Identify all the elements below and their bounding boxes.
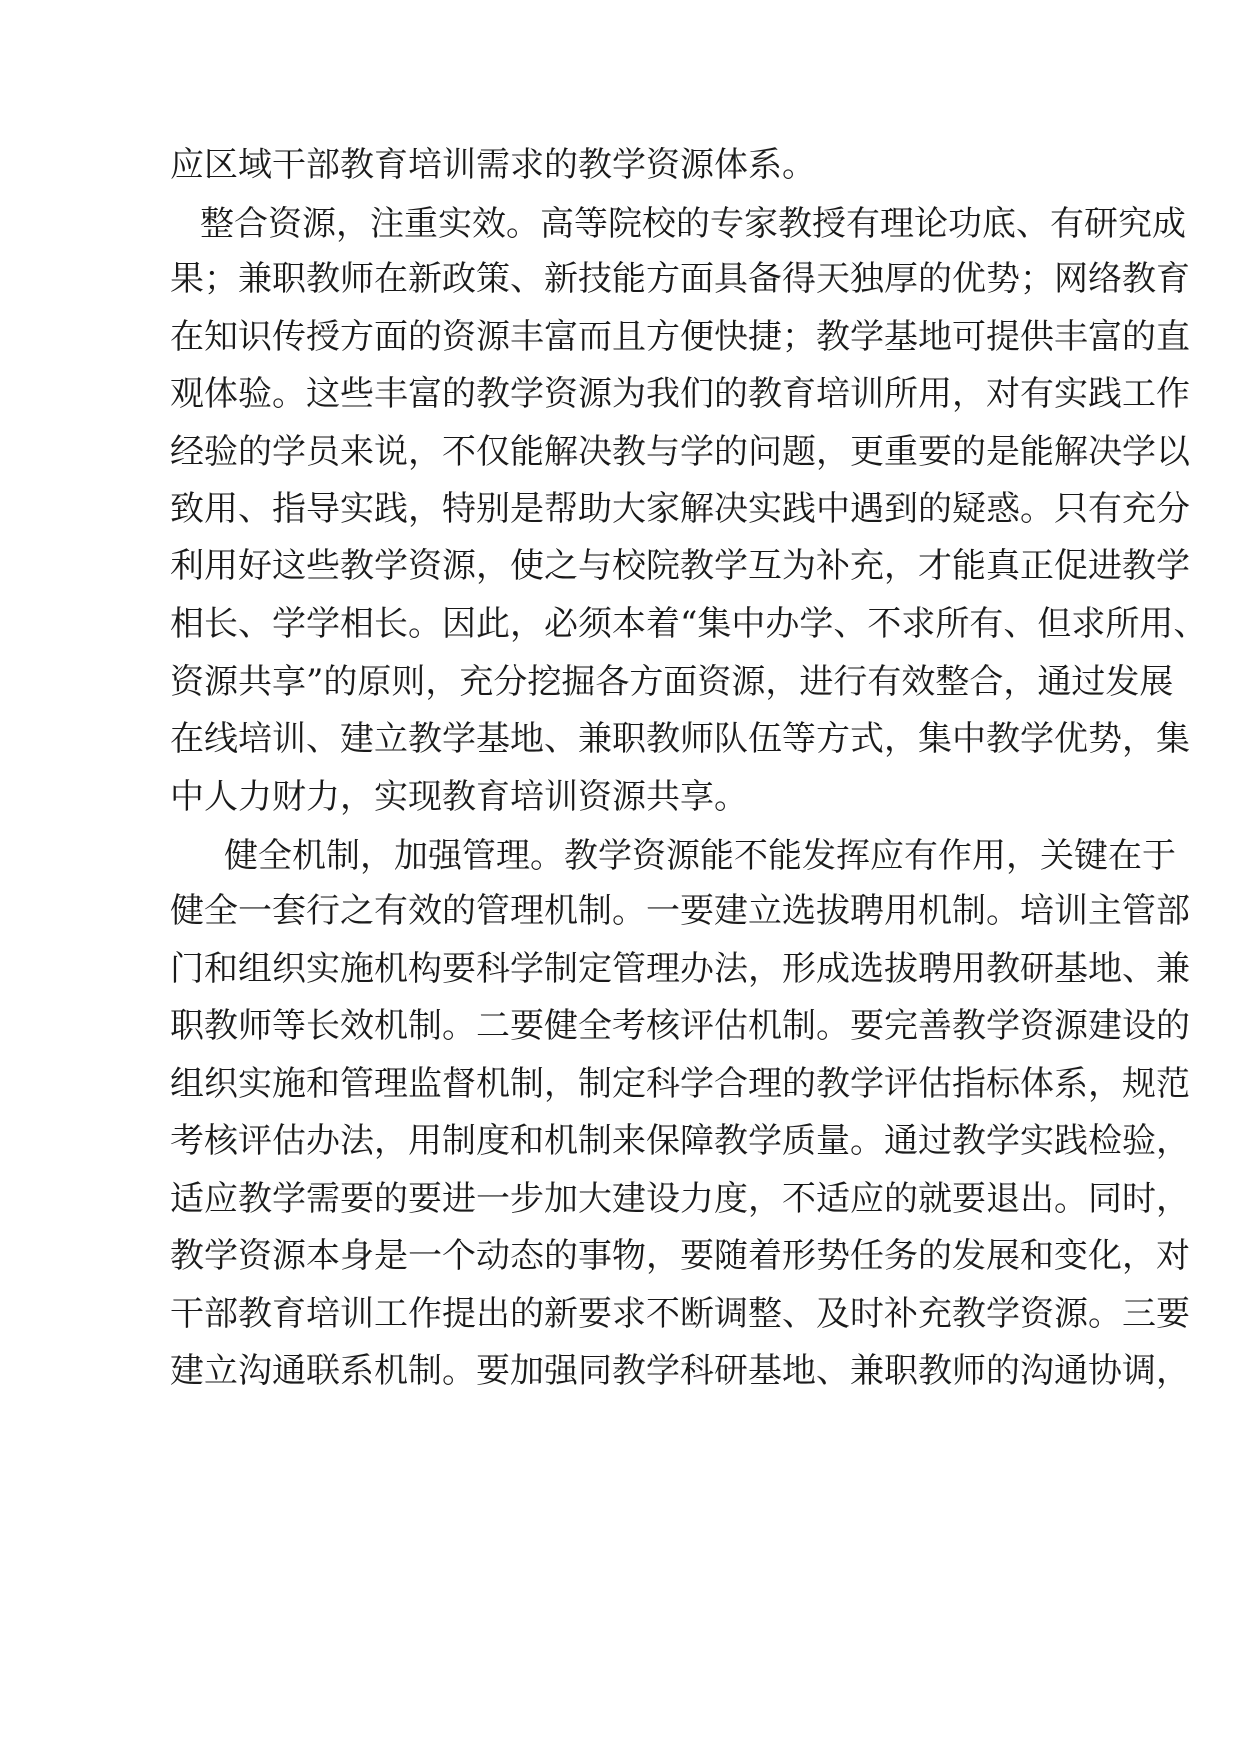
text-line: 在线培训、建立教学基地、兼职教师队伍等方式，集中教学优势，集 [170,719,1190,759]
text-line: 在知识传授方面的资源丰富而且方便快捷；教学基地可提供丰富的直 [170,317,1190,357]
text-line: 建立沟通联系机制。要加强同教学科研基地、兼职教师的沟通协调， [170,1351,1190,1391]
text-line: 果；兼职教师在新政策、新技能方面具备得天独厚的优势；网络教育 [170,259,1190,299]
text-line: 组织实施和管理监督机制，制定科学合理的教学评估指标体系，规范 [170,1064,1190,1104]
text-line: 门和组织实施机构要科学制定管理办法，形成选拔聘用教研基地、兼 [170,949,1190,989]
text-line: 考核评估办法，用制度和机制来保障教学质量。通过教学实践检验， [170,1121,1190,1161]
text-line: 观体验。这些丰富的教学资源为我们的教育培训所用，对有实践工作 [170,374,1190,414]
text-line: 教学资源本身是一个动态的事物，要随着形势任务的发展和变化，对 [170,1236,1190,1276]
paragraph-first-line: 健全机制，加强管理。教学资源能不能发挥应有作用，关键在于 [224,836,1176,876]
text-line: 经验的学员来说，不仅能解决教与学的问题，更重要的是能解决学以 [170,432,1190,472]
text-line: 适应教学需要的要进一步加大建设力度，不适应的就要退出。同时， [170,1179,1190,1219]
text-line: 职教师等长效机制。二要健全考核评估机制。要完善教学资源建设的 [170,1006,1190,1046]
paragraph-first-line: 整合资源，注重实效。高等院校的专家教授有理论功底、有研究成 [200,204,1186,244]
text-line: 致用、指导实践，特别是帮助大家解决实践中遇到的疑惑。只有充分 [170,489,1190,529]
text-line: 应区域干部教育培训需求的教学资源体系。 [170,145,816,185]
text-line: 相长、学学相长。因此，必须本着“集中办学、不求所有、但求所用、 [170,604,1208,644]
text-line: 中人力财力，实现教育培训资源共享。 [170,777,748,817]
text-line: 干部教育培训工作提出的新要求不断调整、及时补充教学资源。三要 [170,1294,1190,1334]
text-line: 健全一套行之有效的管理机制。一要建立选拔聘用机制。培训主管部 [170,891,1190,931]
text-line: 利用好这些教学资源，使之与校院教学互为补充，才能真正促进教学 [170,546,1190,586]
text-line: 资源共享”的原则，充分挖掘各方面资源，进行有效整合，通过发展 [170,662,1174,702]
